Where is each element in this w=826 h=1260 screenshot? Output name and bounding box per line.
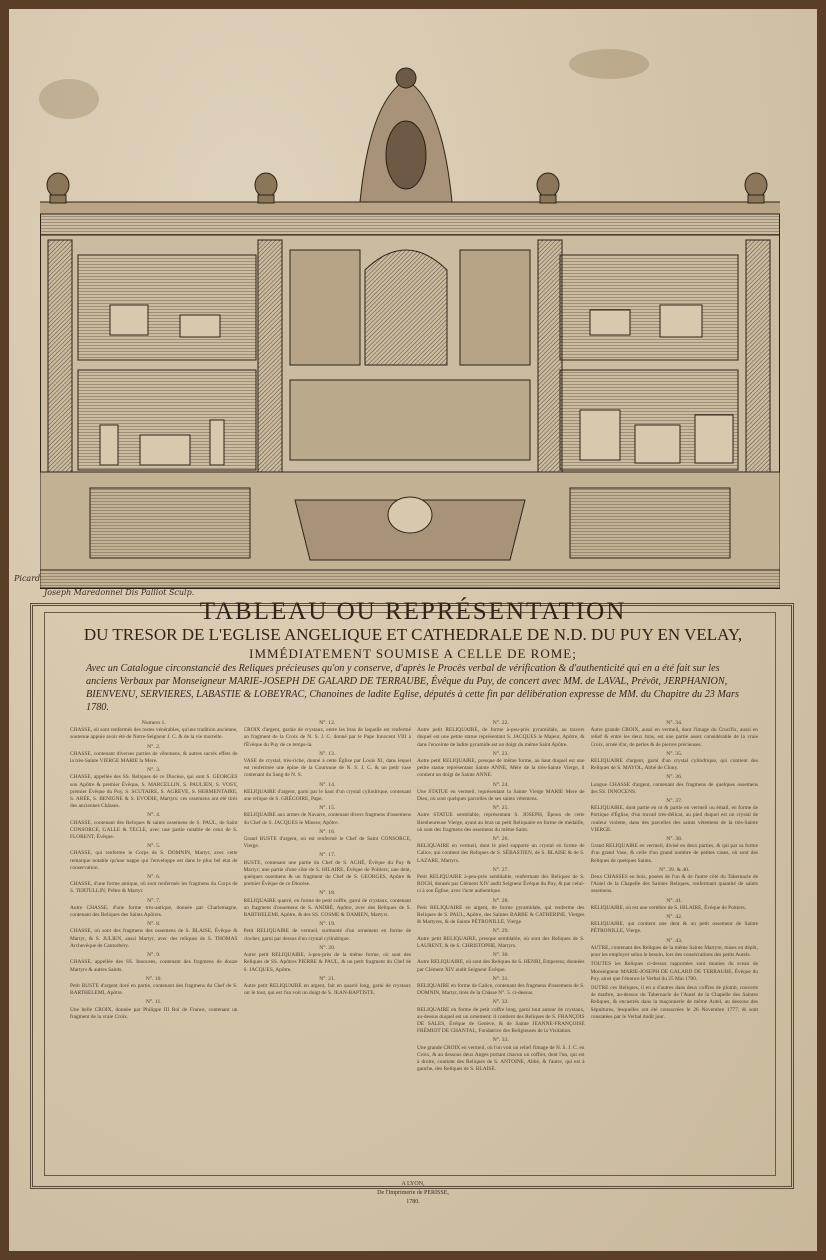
catalogue-entry: CHASSE, où sont renfermés des restes vénérables, qu'une tradition ancienne, soutenue appuie avoir été de Notre-Seigneur J. C. & de la vie mortelle. [70, 727, 238, 741]
catalogue-entry: RELIQUAIRE d'argent, garni d'un crystal cylindrique, qui contient des Reliques de S. MAYOL, Abbé de Cluny. [590, 758, 758, 772]
entry-number: N°. 24. [492, 781, 509, 788]
catalogue-entry: CHASSE, qui renferme le Corps de S. DOMNIN, Martyr, avec cette remarque notable qu'une nappe qui l'enveloppe est dans le plus bel état de conservation. [70, 850, 238, 871]
entry-number: N°. 3. [147, 767, 161, 774]
catalogue-entry: Autre petit RELIQUAIRE, à-peu-près de la même forme, où sont des Reliques de SS. Apôtres PIERRE & PAUL, & un petit fragment du Chef de S. JACQUES, Apôtre. [243, 952, 411, 973]
catalogue-entry: Petit RELIQUAIRE à-peu-près semblable, renfermant des Reliques de S. ROCH, donnés par Clément XIV audit Seigneur Évêque du Puy, & par celui-ci à son Église, avec l'acte authentique. [417, 874, 585, 895]
catalogue-entry: Autre STATUE semblable, représentant S. JOSEPH, Époux de cette Bienheureuse Vierge, ayant au bras un petit Reliquaire en forme de médaille, où sont des fragmens des ossemens du même Saint. [417, 812, 585, 833]
catalogue-entry: Autre grande CROIX, aussi en vermeil, dont l'image du Crucifix, aussi en relief & entre les deux bras, est une partie assez considérable de la vraie Croix, ornée d'or, de perles & de pierres précieuses. [590, 727, 758, 748]
catalogue-entry: Autre CHASSE, d'une forme très-antique, donnée par Charlemagne, contenant des Reliques des Saints Apôtres. [70, 904, 238, 919]
catalogue-entry: RELIQUAIRE, où est une vertèbre de S. HILAIRE, Évêque de Poitiers. [590, 904, 746, 911]
catalogue-column [244, 720, 412, 1160]
treasury-engraving [40, 60, 780, 590]
catalogue-entry: Petit RELIQUAIRE de vermeil, surmonté d'un ornement en forme de clocher, garni par dessus d'un crystal cylindrique. [243, 928, 411, 942]
catalogue-entry: OUTRE ces Reliques, il en a d'autres dans deux coffres de plomb, couverts de marbre, au-dessus du Tabernacle de l'Autel de la Chapelle des Saintes Reliques, & encastrés dans la maçonnerie de même Autel, au dessous des Sépultures, lesquelles ont été consacrées le 26 Novembre 1777, & sont constatées par le Verbal dudit jour. [590, 984, 758, 1020]
entry-number: N°. 39. & 40. [659, 866, 690, 873]
imprint-printer: De l'Imprimerie de PERISSE, [377, 1190, 449, 1196]
catalogue-entry: BUSTE, contenant une partie du Chef de S. ACHÉ, Évêque du Puy & Martyr; une partie d'une côte de S. HILAIRE, Évêque de Poitiers; une dent, quelques ossemens & un fragment du Chef de S. GEORGES, Apôtre & premier Évêque de ce Diocèse. [243, 859, 411, 888]
page-subtitle: DU TRESOR DE L'EGLISE ANGELIQUE ET CATHEDRALE DE N.D. DU PUY EN VELAY, [83, 625, 743, 644]
catalogue-entry: Une STATUE en vermeil, représentant la Sainte Vierge MARIE Mere de Dieu, où sont quelques parcelles de ses saints vêtemens. [417, 788, 585, 803]
catalogue-column [70, 720, 238, 1160]
entry-number: N°. 29. [492, 928, 509, 935]
entry-number: N°. 37. [666, 798, 683, 805]
catalogue-entry: CHASSE, d'une forme antique, où sont renfermés les fragmens du Corps de S. TERTULLIN, Prêtre & Martyr. [70, 881, 238, 895]
entry-number: N°. 23. [492, 750, 509, 757]
page-subtitle-2: IMMÉDIATEMENT SOUMISE A CELLE DE ROME; [249, 646, 577, 661]
catalogue-entry: CHASSE, contenant des Reliques & saints ossemens de S. PAUL, de Saint CONSORCE, GALLE & TECLE, avec une partie notable de ceux de S. FLORENT, Évêque. [70, 819, 238, 841]
entry-number: N°. 15. [319, 805, 336, 812]
catalogue-entry: TOUTES les Reliques ci-dessus rapportées sont munies du sceau de Monseigneur MARIE-JOSEPH DE GALARD DE TERRAUBE, Évêque du Puy, ainsi que l'énonce le Verbal du 25 Mai 1780. [590, 961, 758, 982]
catalogue-entry: CHASSE, où sont des fragmens des ossemens de S. BLAISE, Évêque & Martyr, & S. JULIEN, aussi Martyr, avec des reliques de S. THOMAS Archevêque de Cantorbéry. [70, 928, 238, 949]
entry-number: N°. 6. [147, 874, 161, 881]
catalogue-entry: Autre RELIQUAIRE, où sont des Reliques de S. HENRI, Empereur, données par Clément XIV audit Seigneur Évêque. [417, 959, 585, 973]
catalogue-entry: RELIQUAIRE quarré, en forme de petit coffre, garni de crystaux, contenant un fragment d'ossemens de S. ANDRÉ, Apôtre, avec des Reliques de S. BARTHELEMI, Apôtre, & des SS. COSME & DAMIEN, Martyrs. [243, 897, 411, 919]
entry-number: Numero 1. [141, 720, 166, 726]
catalogue-entry: Autre petit RELIQUAIRE, presque semblable, où sont des Reliques de S. LAURENT, & de S. CHRISTOPHE, Martyrs. [417, 935, 585, 949]
entry-number: N°. 4. [147, 812, 161, 819]
catalogue-entry: Deux CHASSES en bois, posées de l'un & de l'autre côté du Tabernacle de l'Autel de la Chapelle des Saintes Reliques, renfermant quantité de saints ossemens. [590, 874, 758, 895]
catalogue-entry: CHASSE, contenant diverses parties de vêtemens, & autres sacrés effets de la très-Sainte VIERGE MARIE la Mere. [70, 750, 238, 765]
entry-number: N°. 38. [666, 836, 683, 843]
catalogue-entry: Autre petit RELIQUAIRE en argent, fait en quarré long, garni de crystaux sur le tout, qui est l'un voit un doigt de S. JEAN-BAPTISTE. [243, 982, 411, 997]
entry-number: N°. 12. [319, 720, 336, 726]
entry-number: N°. 30. [492, 952, 509, 959]
catalogue-entry: Une belle CROIX, donnée par Philippe III Roi de France, contenant un fragment de la vraie Croix. [70, 1006, 238, 1020]
catalogue-entry: RELIQUAIRE, qui contient une dent & un petit ossement de Sainte PÉTRONILLE, Vierge. [590, 921, 758, 935]
engraver-signature: Joseph Maredonnel Dis Palliot Sculp. [44, 588, 195, 597]
imprint-city: A LYON, [401, 1181, 425, 1187]
catalogue-entry: RELIQUAIRE en forme de Calice, contenant des fragmens d'ossemens de S. DOMNIN, Martyr, tirés de la Châsse N°. 5. ci-dessus. [417, 982, 585, 997]
entry-number: N°. 42. [666, 914, 683, 921]
entry-number: N°. 2. [147, 743, 161, 750]
catalogue-entry: CROIX d'argent, garnie de crystaux, entre les bras de laquelle est renfermé un fragment de la Croix de N. S. J. C. donné par le Pape Innocent VIII à l'Évêque du Puy de ce temps-là. [243, 727, 411, 748]
entry-number: N°. 34. [666, 720, 683, 726]
entry-number: N°. 19. [319, 921, 336, 928]
entry-number: N°. 5. [147, 843, 161, 850]
entry-number: N°. 22. [492, 720, 509, 726]
entry-number: N°. 16. [319, 828, 336, 835]
entry-number: N°. 9. [147, 952, 161, 959]
catalogue-entry: RELIQUAIRE aux armes de Navarre, contenant divers fragmens d'ossemens du Chef de S. JACQUES le Mineur, Apôtre. [243, 812, 411, 826]
entry-number: N°. 27. [492, 866, 509, 873]
catalogue-entry: RELIQUAIRE en forme de petit coffre long, garni tout autour de crystaux, au-dessus duquel est un ornement: il contient des Reliques de S. FRANÇOIS DE SALES, Évêque de Genève, & de Sainte JEANNE-FRANÇOISE FRÉMIOT DE CHANTAL, Fondatrice des Religieuses de la Visitation. [417, 1006, 585, 1035]
catalogue-entry: Petit BUSTE d'argent doré en partie, contenant des fragmens du Chef de S. BARTHELEMI, Apôtre. [70, 982, 238, 997]
entry-number: N°. 7. [147, 897, 161, 904]
entry-number: N°. 20. [319, 944, 336, 951]
entry-number: N°. 32. [492, 999, 509, 1006]
entry-number: N°. 14. [319, 781, 336, 788]
entry-number: N°. 25. [492, 805, 509, 812]
catalogue-entry: Petit RELIQUAIRE en argent, de forme pyramidale, qui renferme des Reliques de S. PAUL, Apôtre, des Saintes BARBE & CATHERINE, Vierges & Martyres, & de Sainte PÉTRONILLE, Vierge. [417, 904, 585, 926]
entry-number: N°. 41. [666, 897, 683, 904]
entry-number: N°. 33. [492, 1037, 509, 1044]
page-title: TABLEAU OU REPRÉSENTATION [199, 598, 627, 625]
imprint-year: 1780. [406, 1199, 420, 1205]
entry-number: N°. 11. [145, 999, 162, 1006]
catalogue-entry: Une grande CROIX en vermeil, où l'on voit un relief l'image de N. S. J. C. en Croix, & au dessous deux Anges portant chacun un coffret, dont l'un, qui est à droite, contient des Reliques de S. ANTOINE, Abbé, & l'autre, qui est à gauche, des Reliques de S. BLAISE. [417, 1044, 585, 1073]
imprint [0, 1180, 826, 1207]
entry-number: N°. 43. [666, 937, 683, 944]
entry-number: N°. 8. [147, 921, 161, 928]
entry-number: N°. 31. [492, 975, 509, 982]
catalogue-entry: Longue CHASSE d'argent, contenant des fragmens de quelques ossemens des SS. INNOCENS. [590, 781, 758, 795]
catalogue-entry: Grand RELIQUAIRE en vermeil, divisé en deux parties, & qui par sa forme d'un grand Vase, & celle d'un grand nombre de petites cases, où sont des Reliques de quelques Saints. [590, 843, 758, 864]
entry-number: N°. 17. [319, 852, 336, 859]
entry-number: N°. 36. [666, 774, 683, 781]
catalogue-entry: CHASSE, appellée des SS. Innocens, contenant des fragmens de douze Martyrs & autres Saints. [70, 959, 238, 973]
catalogue-entry: RELIQUAIRE, dont partie en or & partie en vermeil ou émail, en forme de Portique d'Église, d'un travail très-délicat, au pied duquel est un crystal de couleur violette, dans des parcelles des saints vêtemens de la très-Sainte VIERGE. [590, 805, 758, 833]
entry-number: N°. 35. [666, 750, 683, 757]
entry-number: N°. 26. [492, 836, 509, 843]
catalogue-entry: Autre petit RELIQUAIRE, presque de même forme, au haut duquel est une petite statue représentant Sainte ANNE, Mère de la très-Sainte Vierge, il contient un doigt de Sainte ANNE. [417, 758, 585, 779]
catalogue-entry: VASE de crystal, très-riche, donné à cette Église par Louis XI, dans lequel est renfermée une épine de la Couronne de N. S. J. C. & un petit vase contenant du Sang de N. S. [243, 758, 411, 779]
catalogue-entry: AUTRE, contenant des Reliques de la même Sainte Martyre, mises en dépôt, pour les employer selon le besoin, lors des consécrations des petits Autels. [590, 944, 758, 959]
entry-number: N°. 10. [145, 975, 162, 982]
catalogue-columns [70, 720, 758, 1160]
catalogue-entry: RELIQUAIRE d'argent, garni par le haut d'un crystal cylindrique, contenant une relique de S. GRÉGOIRE, Pape. [243, 788, 411, 803]
entry-number: N°. 28. [492, 897, 509, 904]
artist-signature: Picard [14, 574, 41, 583]
intro-paragraph: Avec un Catalogue circonstancié des Reliques précieuses qu'on y conserve, d'après le Procès verbal de vérification & d'authenticité qui en a été fait sur les anciens Verbaux par Monseigneur MARIE-JOSEPH DE GALARD DE TERRAUBE, Évêque du Puy, de concert avec MM. de LAVAL, Prévôt, JERPHANION, BIENVENU, SERVIERES, LABASTIE & LOBEYRAC, Chanoines de ladite Eglise, députés à cette fin par délibération expresse de MM. du Chapitre du 23 Mars 1780. [86, 663, 739, 713]
catalogue-column [591, 720, 759, 1160]
catalogue-entry: Autre petit RELIQUAIRE, de forme à-peu-près pyramidale, au travers duquel est une petite statue représentant S. JACQUES le Majeur, Apôtre, & dans l'enceinte de ladite pyramide est un doigt du même Saint Apôtre. [417, 727, 585, 748]
catalogue-column [417, 720, 585, 1160]
catalogue-entry: CHASSE, appellée des SS. Reliques de ce Diocèse, qui sont S. GEORGES son Apôtre & premier Évêque, S. MARCELLIN, S. PAULIEN, S. VOSY, premier Évêque du Puy, S. SCUTAIRE, S. AGREVE, S. HERMENTAIRE, S. ARÉE, S. BENIGNE & S. EVODIE, Martyrs: ces ossemens ont été tirés des anciennes Châsses. [70, 774, 238, 810]
catalogue-entry: Grand BUSTE d'argent, où est renfermé le Chef de Saint CONSORCE, Vierge. [243, 836, 411, 850]
entry-number: N°. 13. [319, 750, 336, 757]
catalogue-entry: RELIQUAIRE en vermeil, dont le pied supporte un crystal en forme de Calice, qui contient des Reliques de S. SÉBASTIEN, de S. BLAISE & de S. LAZARE, Martyrs. [417, 843, 585, 864]
entry-number: N°. 18. [319, 890, 336, 897]
entry-number: N°. 21. [319, 975, 336, 982]
